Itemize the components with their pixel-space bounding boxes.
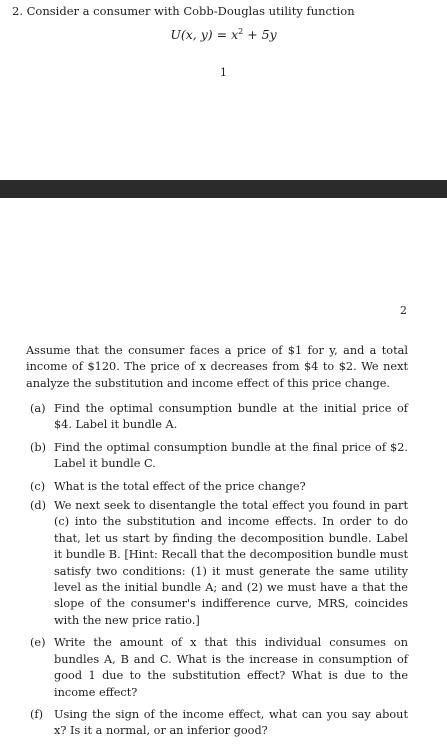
part-e bbox=[30, 635, 408, 701]
problem-intro: Assume that the consumer faces a price of $1 for y, and a total income of $120. The price of x decreases from $4 to $2. We next analyze the substitution and income effect of this price change. bbox=[26, 344, 408, 390]
part-text: Write the amount of x that this individual consumes on bundles A, B and C. What is the increase in consumption of good 1 due to the substitution effect? What is due to the income effect? bbox=[54, 636, 408, 699]
equation-lhs: U(x, y) bbox=[170, 27, 213, 43]
part-text: Using the sign of the income effect, what can you say about x? Is it a normal, or an inferior good? bbox=[54, 707, 408, 738]
part-text: We next seek to disentangle the total effect you found in part (c) into the substitution and income effects. In order to do that, let us start by finding the decomposition bundle. Label it bundle B. [Hint: Recall that the decomposition bundle must satisfy two conditions: (1) it must generate the same utility level as the initial bundle A; and (2) we must have a that the slope of the consumer's indifference curve, MRS, coincides with the new price ratio.] bbox=[54, 499, 408, 627]
part-c bbox=[30, 479, 408, 495]
part-a bbox=[30, 401, 408, 434]
part-label: (e) bbox=[30, 636, 46, 650]
part-label: (f) bbox=[30, 707, 43, 721]
part-text: Find the optimal consumption bundle at the final price of $2. Label it bundle C. bbox=[54, 440, 408, 471]
page-number-2: 2 bbox=[400, 304, 407, 317]
page-divider-bar bbox=[0, 180, 447, 198]
part-label: (d) bbox=[30, 499, 47, 513]
equation-equals: = bbox=[212, 27, 232, 43]
part-label: (c) bbox=[30, 479, 46, 493]
part-d bbox=[30, 498, 408, 629]
utility-equation bbox=[0, 27, 447, 42]
part-f bbox=[30, 707, 408, 740]
part-text: Find the optimal consumption bundle at the initial price of $4. Label it bundle A. bbox=[54, 402, 408, 432]
question-header: 2. Consider a consumer with Cobb-Douglas utility function bbox=[12, 4, 355, 18]
equation-x: x bbox=[231, 27, 239, 43]
part-label: (a) bbox=[30, 402, 46, 415]
page-number-1: 1 bbox=[220, 66, 227, 79]
part-label: (b) bbox=[30, 440, 47, 454]
part-b bbox=[30, 440, 408, 473]
equation-rest: + 5y bbox=[243, 27, 277, 43]
part-text: What is the total effect of the price change? bbox=[54, 479, 306, 493]
equation-exponent: 2 bbox=[238, 27, 244, 36]
question-parts bbox=[30, 401, 408, 746]
